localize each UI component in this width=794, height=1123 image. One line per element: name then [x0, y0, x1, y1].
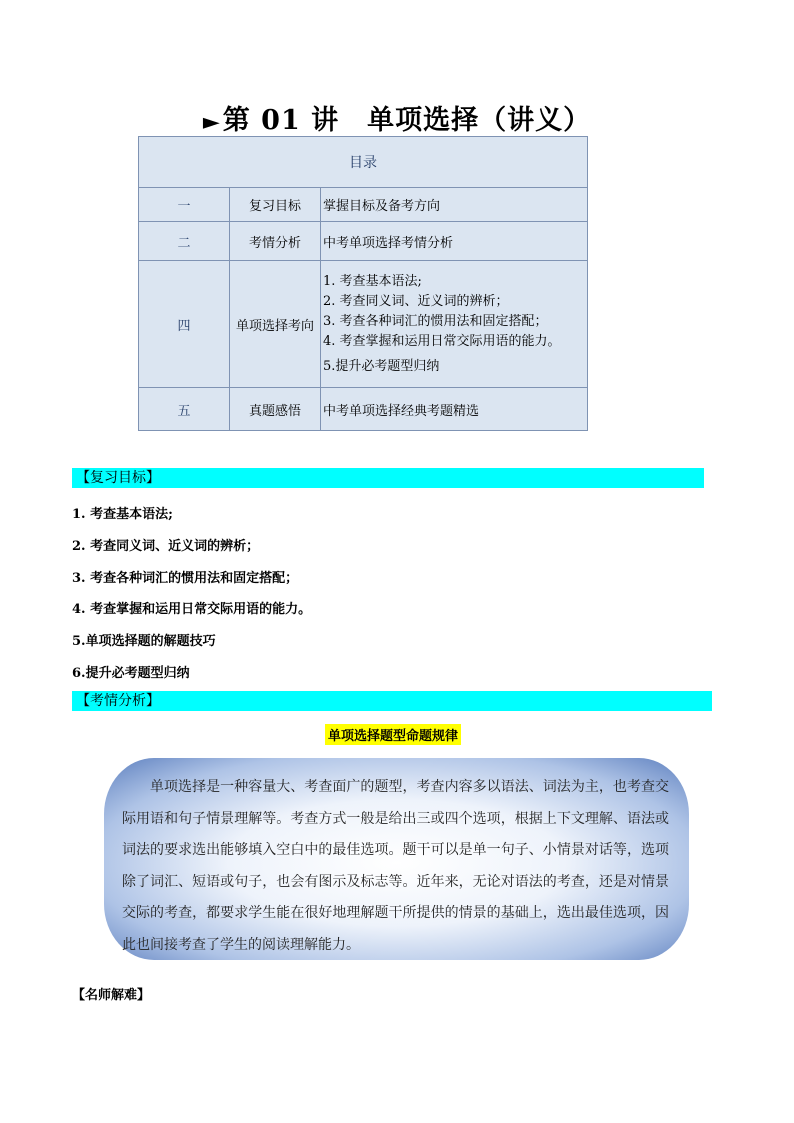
toc-row-name: 真题感悟 — [230, 388, 321, 431]
goal-item: 1. 考查基本语法; — [72, 507, 173, 522]
goal-item: 6.提升必考题型归纳 — [72, 666, 190, 681]
analysis-text-box: 单项选择是一种容量大、考查面广的题型，考查内容多以语法、词法为主，也考查交际用语和句子情景理解等。考查方式一般是给出三或四个选项，根据上下文理解、语法或词法的要求选出能够填入空白中的最佳选项。题干可以是单一句子、小情景对话等，选项除了词汇、短语或句子，也会有图示及标志等。近年来，无论对语法的考查，还是对情景交际的考查，都要求学生能在很好地理解题干所提供的情景的基础上，选出最佳选项，因此也间接考查了学生的阅读理解能力。 — [104, 758, 689, 960]
toc-row-content-list — [321, 261, 588, 388]
toc-row-name: 考情分析 — [230, 222, 321, 261]
section-heading-review-goals: 【复习目标】 — [72, 468, 704, 488]
toc-row — [139, 188, 588, 222]
toc-row-content: 掌握目标及备考方向 — [321, 188, 588, 222]
toc-row — [139, 388, 588, 431]
toc-row-name: 复习目标 — [230, 188, 321, 222]
goal-item: 5.单项选择题的解题技巧 — [72, 634, 216, 649]
goal-item: 3. 考查各种词汇的惯用法和固定搭配； — [72, 571, 299, 586]
goal-item: 2. 考查同义词、近义词的辨析； — [72, 539, 260, 554]
toc-row-number: 五 — [139, 388, 230, 431]
toc-row — [139, 261, 588, 388]
toc-list-item: 5.提升必考题型归纳 — [323, 358, 440, 374]
toc-row-content: 中考单项选择经典考题精选 — [321, 388, 588, 431]
toc-list-item: 1. 考查基本语法; — [323, 273, 422, 289]
goal-item: 4. 考查掌握和运用日常交际用语的能力。 — [72, 602, 312, 617]
toc-row-content: 中考单项选择考情分析 — [321, 222, 588, 261]
table-of-contents — [138, 136, 588, 431]
toc-row-number: 一 — [139, 188, 230, 222]
toc-list-item: 2. 考查同义词、近义词的辨析； — [323, 293, 509, 309]
toc-row-number: 四 — [139, 261, 230, 388]
page-title-text: 第 01 讲 单项选择（讲义） — [222, 105, 592, 136]
toc-list-item: 3. 考查各种词汇的惯用法和固定搭配； — [323, 313, 548, 329]
toc-row-number: 二 — [139, 222, 230, 261]
toc-heading: 目录 — [139, 137, 588, 188]
page-title — [0, 98, 794, 137]
triangle-arrow-icon: ► — [202, 109, 221, 135]
toc-row-name: 单项选择考向 — [230, 261, 321, 388]
section-heading-teacher-explains: 【名师解难】 — [72, 988, 151, 1003]
toc-list-item: 4. 考查掌握和运用日常交际用语的能力。 — [323, 333, 561, 349]
toc-row — [139, 222, 588, 261]
section-heading-exam-analysis: 【考情分析】 — [72, 691, 712, 711]
highlighted-subtitle: 单项选择题型命题规律 — [325, 724, 461, 745]
